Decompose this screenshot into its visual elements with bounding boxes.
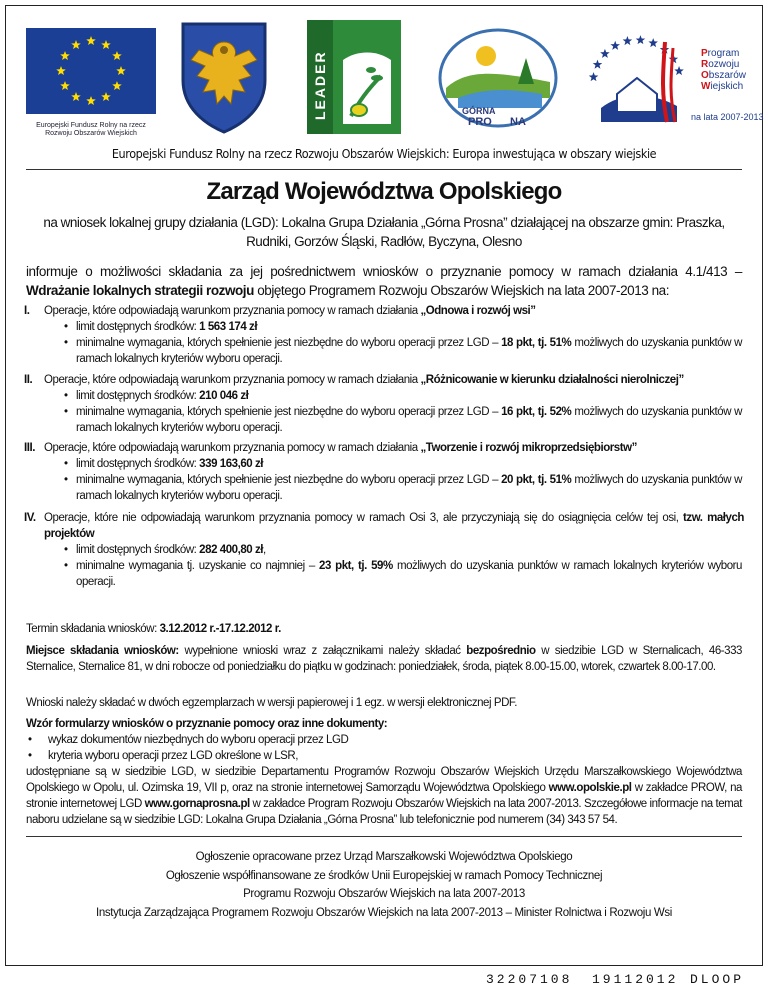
minimum-text-a: minimalne wymagania, których spełnienie jest niezbędne do wyboru operacji przez LGD – [76, 337, 502, 349]
intro-bold: Wdrażanie lokalnych strategii rozwoju [26, 283, 254, 298]
eu-caption: Europejski Fundusz Rolny na rzecz Rozwoju Obszarów Wiejskich [36, 122, 146, 137]
limit-item [24, 319, 744, 335]
forms-text-a: udostępniane są w siedzibie LGD, w siedzibie Departamentu Programów Rozwoju Obszarów Wiejskich Urzędu Marszałkowskiego Województwa Opolskiego w Opolu, ul. Ozimska 19, VII p, oraz na stronie internetowej Samorządu Województwa Opolskiego [26, 766, 742, 794]
prow-emblem-icon [581, 22, 693, 132]
logo-row [26, 20, 764, 138]
place-text-b: w siedzibie LGD w Sternalicach, 46-333 Sternalice, Sternalice 81, w dni robocze od poniedziałku do piątku w godzinach: poniedziałek, środa, piątek 8.00-15.00, wtorek, czwartek 8.00-17.00. [26, 645, 742, 673]
minimum-text-b: możliwych do uzyskania punktów w ramach lokalnych kryteriów wyboru operacji. [76, 474, 743, 502]
section-action-name: „Odnowa i rozwój wsi” [420, 305, 536, 317]
subtitle: na wniosek lokalnej grupy działania (LGD): Lokalna Grupa Działania „Górna Prosna” działającej na obszarze gmin: Praszka, Rudniki, Gorzów Śląski, Radłów, Byczyna, Olesno [43, 215, 725, 249]
section-action-name: „Różnicowanie w kierunku działalności nierolniczej” [420, 374, 684, 386]
prow-star-icon [593, 60, 603, 69]
prow-star-icon [623, 36, 633, 45]
minimum-text-a: minimalne wymagania, których spełnienie jest niezbędne do wyboru operacji przez LGD – [76, 474, 502, 486]
intro-text-a: informuje o możliwości składania za jej pośrednictwem wniosków o przyznanie pomocy w ramach działania 4.1/413 – [26, 264, 742, 279]
prow-line-1-cap: P [701, 48, 708, 59]
minimum-points: 23 pkt, tj. 59% [319, 560, 393, 572]
gorna-prosna-logo-icon [438, 28, 558, 128]
section-heading [24, 440, 744, 456]
copies-info: Wnioski należy składać w dwóch egzemplarzach w wersji papierowej i 1 egz. w wersji elektronicznej PDF. [26, 697, 517, 709]
section-heading [24, 510, 744, 542]
prow-star-icon [589, 72, 599, 81]
forms-text-c: w zakładce Program Rozwoju Obszarów Wiejskich na lata 2007-2013. Szczegółowe informacje na temat naboru udzielane są w siedzibie LGD: Lokalna Grupa Działania „Górna Prosna” lub telefonicznie pod numerem (34) 343 57 54. [26, 798, 742, 826]
prosna-text-a: PRO [468, 116, 492, 128]
minimum-item [24, 404, 744, 436]
minimum-points: 16 pkt, tj. 52% [501, 406, 572, 418]
section-head-text: Operacje, które odpowiadają warunkom przyznania pomocy w ramach działania [44, 442, 421, 454]
prow-line-2-rest: ozwoju [708, 59, 740, 70]
footer [20, 848, 748, 922]
intro-text-b: objętego Programem Rozwoju Obszarów Wiejskich na lata 2007-2013 na: [253, 283, 670, 298]
prow-star-icon [636, 35, 646, 44]
prow-text [701, 48, 746, 92]
forms-heading-text: Wzór formularzy wniosków o przyznanie pomocy oraz inne dokumenty: [26, 718, 388, 730]
forms-heading [26, 716, 742, 732]
section-heading [24, 372, 744, 388]
prow-years: na lata 2007-2013 [691, 112, 764, 122]
forms-item-1: • wykaz dokumentów niezbędnych do wyboru operacji przez LGD [26, 732, 742, 748]
limit-item [24, 388, 744, 404]
minimum-item [24, 472, 744, 504]
divider-bottom [26, 836, 742, 837]
leader-logo-icon [307, 20, 401, 134]
minimum-item [24, 558, 744, 590]
minimum-text-a: minimalne wymagania tj. uzyskanie co najmniej – [76, 560, 320, 572]
limit-label: limit dostępnych środków: [76, 544, 200, 556]
limit-value: 1 563 174 zł [199, 321, 258, 333]
code-number: 32207108 [486, 972, 573, 987]
prow-line-3-rest: bszarów [708, 70, 747, 81]
footer-line-1: Ogłoszenie opracowane przez Urząd Marszałkowski Województwa Opolskiego [195, 851, 573, 863]
minimum-points: 20 pkt, tj. 51% [501, 474, 572, 486]
minimum-text-b: możliwych do uzyskania punktów w ramach lokalnych kryteriów wyboru operacji. [76, 406, 743, 434]
section-2 [24, 372, 744, 436]
section-number: II. [24, 374, 33, 386]
minimum-item [24, 335, 744, 367]
prow-line-2-cap: R [701, 59, 709, 70]
limit-label: limit dostępnych środków: [76, 321, 200, 333]
section-number: III. [24, 442, 35, 454]
footer-line-2: Ogłoszenie współfinansowane ze środków Unii Europejskiej w ramach Pomocy Technicznej [165, 869, 603, 882]
prow-line-3-cap: O [701, 70, 709, 81]
limit-value: 339 163,60 zł [199, 458, 264, 470]
forms-paragraph [26, 764, 742, 828]
section-action-name: tzw. małych projektów [44, 512, 744, 540]
tagline: Europejski Fundusz Rolny na rzecz Rozwoju Obszarów Wiejskich: Europa inwestująca w obszary wiejskie [111, 146, 657, 161]
limit-value: 210 046 zł [199, 390, 249, 402]
prow-star-icon [648, 38, 658, 47]
eu-flag-icon [26, 28, 156, 114]
limit-item [24, 542, 744, 558]
section-4 [24, 510, 744, 590]
limit-label: limit dostępnych środków: [76, 390, 200, 402]
prow-star-icon [600, 49, 610, 58]
leader-text: LEADER [312, 50, 328, 120]
prow-line-3 [701, 70, 746, 81]
section-head-text: Operacje, które odpowiadają warunkom przyznania pomocy w ramach działania [44, 305, 421, 317]
minimum-points: 18 pkt, tj. 51% [501, 337, 572, 349]
opolskie-coat-of-arms-icon [179, 20, 269, 134]
section-heading [24, 303, 744, 319]
prow-line-4-rest: iejskich [710, 81, 744, 92]
limit-value: 282 400,80 zł [199, 544, 264, 556]
eu-logo [26, 28, 156, 140]
gorna-text: GÓRNA [462, 106, 496, 116]
footer-line-4: Instytucja Zarządzająca Programem Rozwoju Obszarów Wiejskich na lata 2007-2013 – Minister Rolnictwa i Rozwoju Wsi [96, 906, 672, 919]
section-head-text: Operacje, które nie odpowiadają warunkom przyznania pomocy w ramach Osi 3, ale przyczyniają się do osiągnięcia celów tej osi, [44, 512, 684, 524]
minimum-text-a: minimalne wymagania, których spełnienie jest niezbędne do wyboru operacji przez LGD – [76, 406, 502, 418]
section-number: IV. [24, 512, 36, 524]
section-action-name: „Tworzenie i rozwój mikroprzedsiębiorstw” [420, 442, 637, 454]
limit-suffix: , [263, 544, 266, 556]
deadline-value: 3.12.2012 r.-17.12.2012 r. [159, 623, 281, 635]
forms-item-2: • kryteria wyboru operacji przez LGD określone w LSR, [26, 748, 742, 764]
place-label: Miejsce składania wniosków: [26, 645, 179, 657]
submission-place [26, 643, 742, 675]
section-head-text: Operacje, które odpowiadają warunkom przyznania pomocy w ramach działania [44, 374, 421, 386]
prow-line-4-cap: W [701, 81, 711, 92]
deadline [26, 621, 742, 637]
section-number: I. [24, 305, 30, 317]
forms-text-b: w zakładce PROW, na stronie internetowej LGD [26, 782, 742, 810]
prow-logo [581, 22, 764, 132]
limit-label: limit dostępnych środków: [76, 458, 200, 470]
prow-line-2 [701, 59, 746, 70]
prow-star-icon [610, 41, 620, 50]
place-text-a: wypełnione wnioski wraz z załącznikami należy składać [178, 645, 467, 657]
section-3 [24, 440, 744, 504]
prosna-text-b: NA [510, 116, 526, 128]
footer-line-3: Programu Rozwoju Obszarów Wiejskich na lata 2007-2013 [243, 888, 525, 900]
intro-paragraph [26, 262, 742, 300]
page-title: Zarząd Województwa Opolskiego [206, 178, 562, 205]
divider-top [26, 169, 742, 170]
gornaprosna-link[interactable]: www.gornaprosna.pl [144, 798, 250, 810]
forms-section [26, 716, 742, 828]
deadline-label: Termin składania wniosków: [26, 623, 160, 635]
section-1 [24, 303, 744, 367]
prow-star-icon [674, 66, 684, 75]
prow-line-1 [701, 48, 746, 59]
prow-line-1-rest: rogram [707, 48, 740, 59]
minimum-text-b: możliwych do uzyskania punktów w ramach lokalnych kryteriów wyboru operacji. [76, 337, 743, 365]
place-bold: bezpośrednio [466, 645, 536, 657]
code-date: 19112012 [592, 972, 679, 987]
minimum-text-b: możliwych do uzyskania punktów w ramach lokalnych kryteriów wyboru operacji. [76, 560, 743, 588]
prow-line-4 [701, 81, 746, 92]
limit-item [24, 456, 744, 472]
opolskie-link[interactable]: www.opolskie.pl [548, 782, 632, 794]
code-tag: DLOOP [690, 972, 745, 987]
